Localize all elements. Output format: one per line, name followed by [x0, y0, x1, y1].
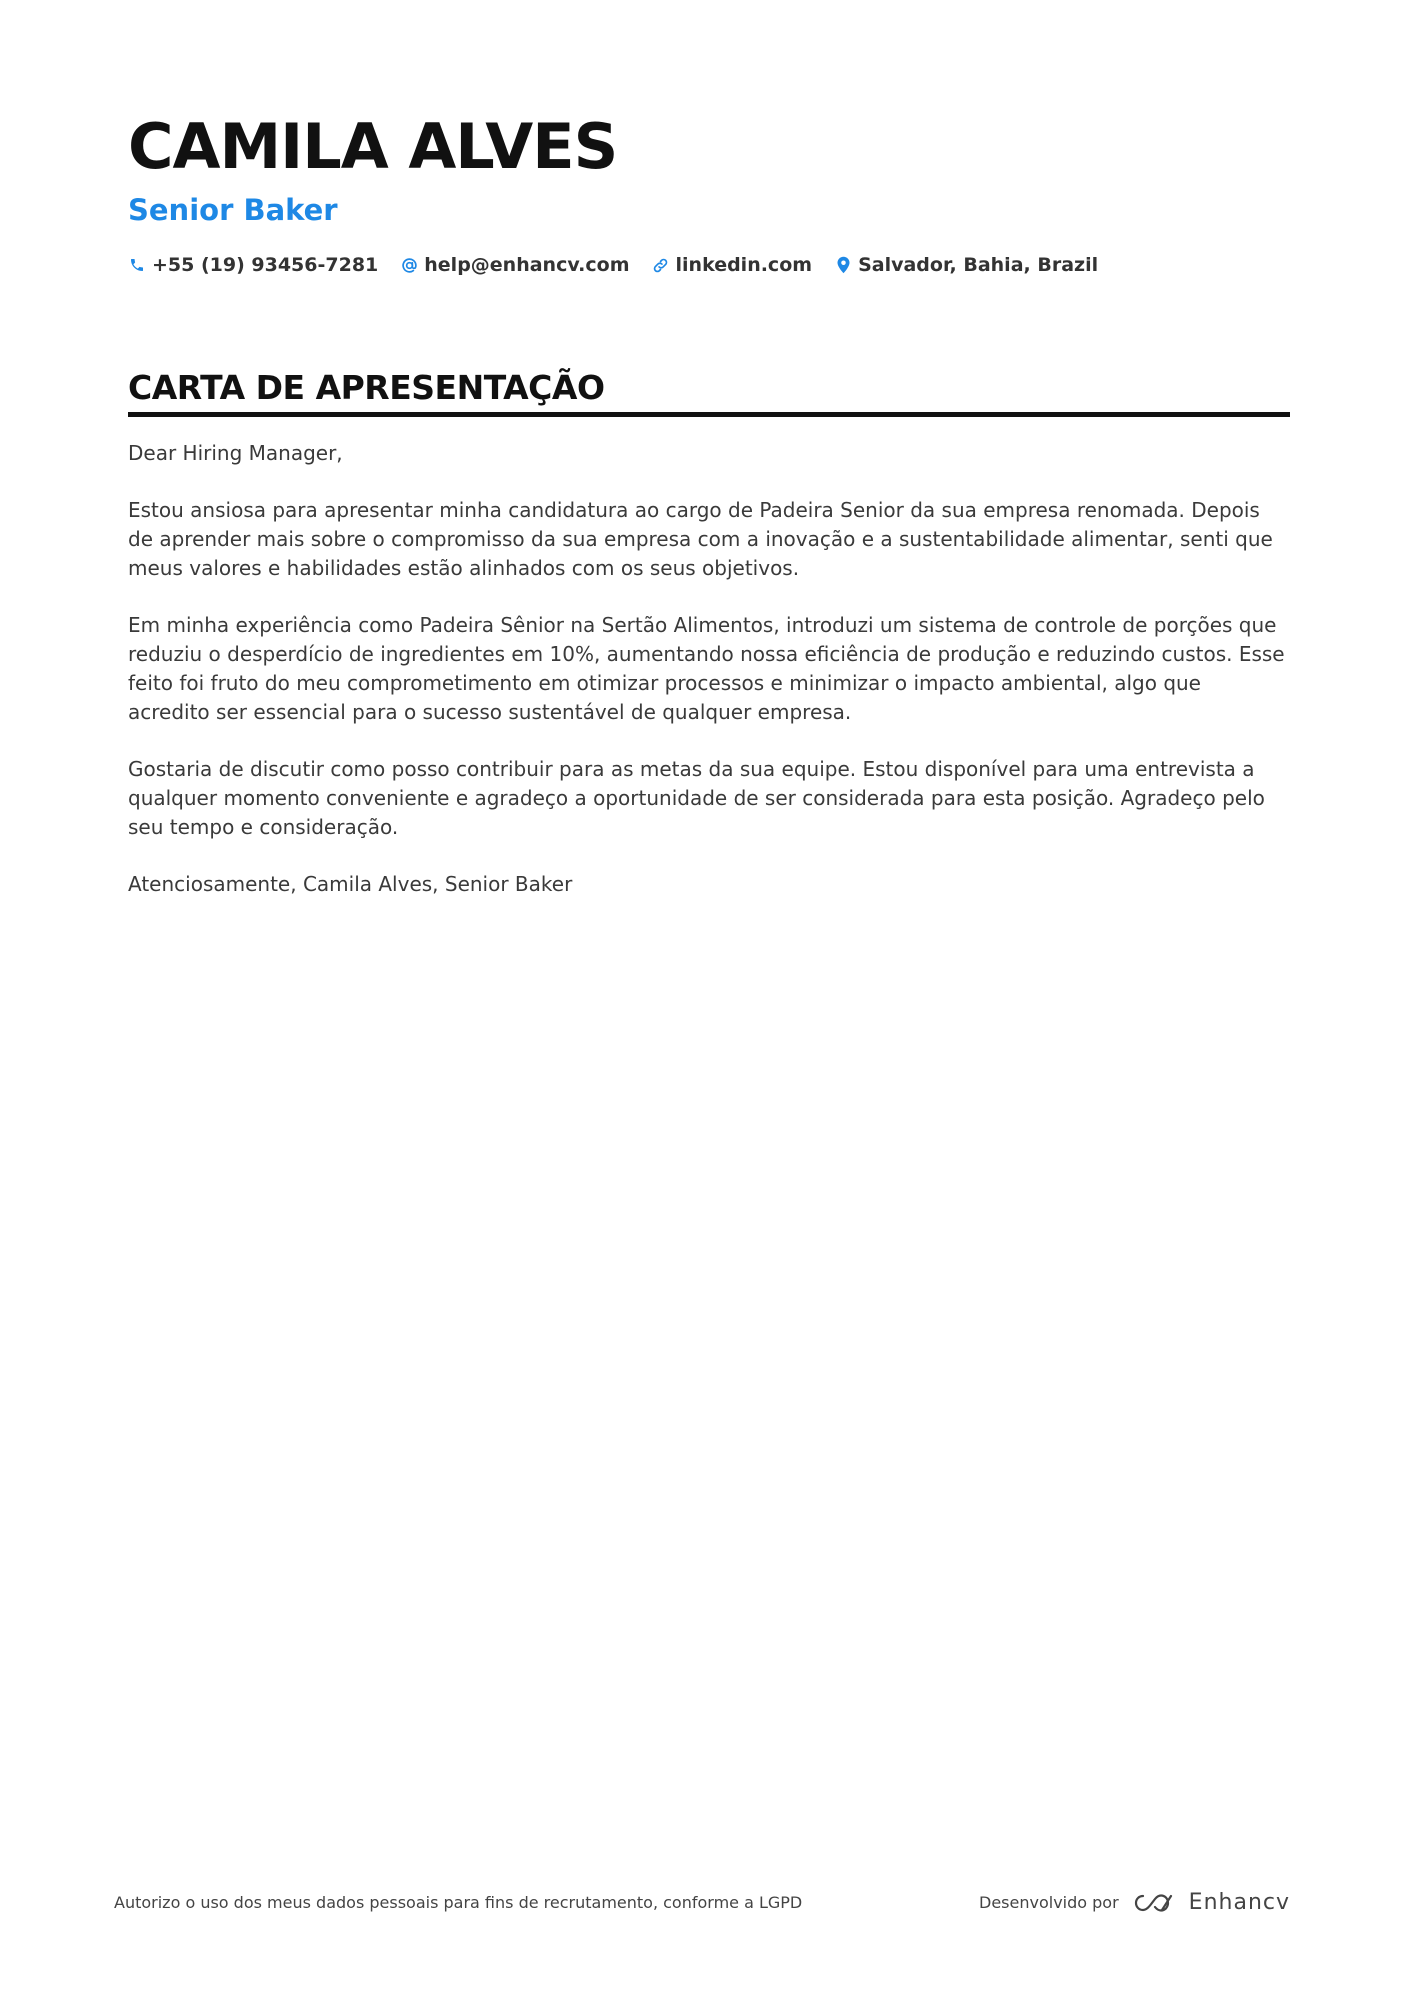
cover-letter-section — [128, 366, 1290, 927]
brand-name: Enhancv — [1188, 1890, 1290, 1915]
contact-location-text: Salvador, Bahia, Brazil — [858, 254, 1099, 276]
phone-icon — [128, 256, 146, 274]
consent-text: Autorizo o uso dos meus dados pessoais para fins de recrutamento, conforme a LGPD — [114, 1893, 803, 1912]
contact-bar — [128, 254, 1288, 276]
letter-body — [128, 439, 1288, 899]
enhancv-logo-icon — [1131, 1891, 1179, 1915]
contact-email-text: help@enhancv.com — [424, 254, 630, 276]
candidate-name: CAMILA ALVES — [128, 110, 618, 183]
contact-linkedin[interactable] — [652, 254, 813, 276]
letter-closing: Atenciosamente, Camila Alves, Senior Baker — [128, 872, 573, 896]
footer — [114, 1890, 1290, 1915]
letter-paragraph: Em minha experiência como Padeira Sênior na Sertão Alimentos, introduzi um sistema de controle de porções que reduziu o desperdício de ingredientes em 10%, aumentando nossa eficiência de produção e reduzindo custos. Esse feito foi fruto do meu comprometimento em otimizar processos e minimizar o impacto ambiental, algo que acredito ser essencial para o sucesso sustentável de qualquer empresa. — [128, 613, 1285, 724]
letter-greeting: Dear Hiring Manager, — [128, 441, 343, 465]
letter-paragraph: Gostaria de discutir como posso contribuir para as metas da sua equipe. Estou disponível para uma entrevista a qualquer momento conveniente e agradeço a oportunidade de ser considerada para esta posição. Agradeço pelo seu tempo e consideração. — [128, 757, 1265, 839]
contact-phone[interactable] — [128, 254, 378, 276]
contact-linkedin-text: linkedin.com — [675, 254, 813, 276]
at-icon — [400, 256, 418, 274]
letter-paragraph: Estou ansiosa para apresentar minha candidatura ao cargo de Padeira Senior da sua empresa renomada. Depois de aprender mais sobre o compromisso da sua empresa com a inovação e a sustentabilidade alimentar, senti que meus valores e habilidades estão alinhados com os seus objetivos. — [128, 498, 1273, 580]
link-icon — [652, 256, 670, 274]
location-pin-icon — [834, 256, 852, 274]
contact-phone-text: +55 (19) 93456-7281 — [152, 254, 379, 276]
contact-email[interactable] — [400, 254, 629, 276]
contact-location — [834, 254, 1098, 276]
header — [128, 110, 1288, 276]
section-title: CARTA DE APRESENTAÇÃO — [128, 368, 605, 407]
powered-by[interactable] — [979, 1890, 1290, 1915]
job-title: Senior Baker — [128, 193, 338, 227]
powered-by-label: Desenvolvido por — [979, 1893, 1119, 1912]
section-divider — [128, 412, 1290, 417]
